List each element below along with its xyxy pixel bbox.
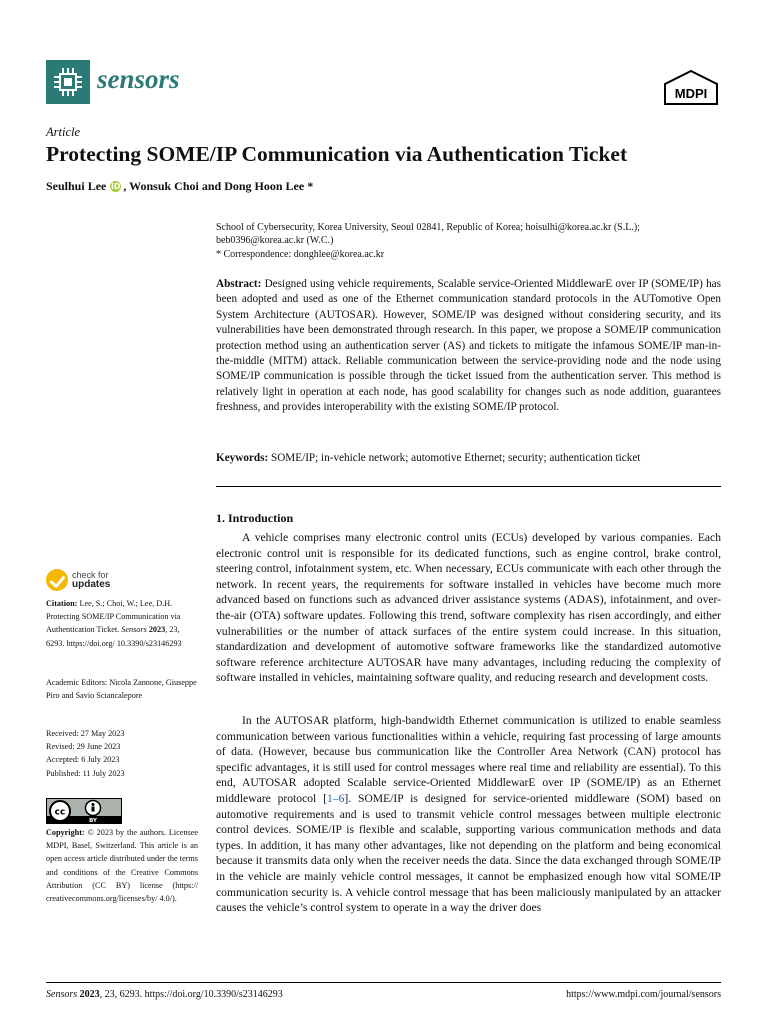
footer-year: 2023 <box>79 989 100 1000</box>
journal-url-link[interactable]: https://www.mdpi.com/journal/sensors <box>566 989 721 1000</box>
footer-doi: , 23, 6293. https://doi.org/10.3390/s23146293 <box>99 989 283 1000</box>
abstract-label: Abstract: <box>216 278 262 290</box>
publisher-name: MDPI <box>674 86 708 101</box>
affiliation-line: beb0396@korea.ac.kr (W.C.) <box>216 235 334 247</box>
paragraph-text: ]. SOME/IP is designed for service-oriented middleware (SOM) based on automotive requirements and is used to transmit vehicle control messages between multiple electronic control devices. SOME/IP is flexible and scalable, supporting various communication methods and data types. In addition, it has many other advantages, like not depending on the platform and being economical because it transmits data only when the receiver needs the data. Since the data exchanged through SOME/IP in the vehicle are mainly vehicle control messages, it cannot be emphasized enough how vital SOME/IP communication security is. A vehicle control message that has been maliciously manipulated by an attacker causes the vehicle’s control system to operate in a way the driver does <box>216 791 721 915</box>
citation-journal: Sensors <box>121 625 147 635</box>
copyright <box>46 826 198 905</box>
chip-icon <box>46 60 90 104</box>
footer-citation <box>46 988 283 1001</box>
copyright-label: Copyright: <box>46 828 85 837</box>
article-type: Article <box>46 125 81 139</box>
section-divider <box>216 486 721 487</box>
citation-doi: , 23, 6293. https://doi.org/ 10.3390/s23146293 <box>46 625 182 648</box>
paragraph: A vehicle comprises many electronic control units (ECUs) developed by various companies. Each electronic control unit is responsible for its dedicated functions, such as engine control, brake control, steering control, infotainment system, etc. When necessary, ECUs communicate with each other through the network. In recent years, the requirements for software installed in vehicles have become much more advanced based on functions such as advanced driver assistance systems (ADAS), infotainment, and over-the-air (OTA) software updates. Following this trend, software complexity has risen accordingly, and either vulnerabilities or the number of attack surfaces of the entire system could increase. In this situation, standardization and development of automotive software frameworks like the standardized automotive software reference architecture AUTOSAR have many advantages, including reducing the complexity of software installed in vehicles, maintaining software quality, and reducing research and development costs. <box>216 531 721 685</box>
checkmark-icon <box>46 569 68 591</box>
affiliation <box>216 221 721 261</box>
paragraph <box>216 713 721 916</box>
check-updates-line2: updates <box>72 579 111 590</box>
dates <box>46 727 198 780</box>
keywords <box>216 451 721 466</box>
citation-year: 2023 <box>148 625 166 635</box>
citation-label: Citation: <box>46 599 78 608</box>
date-published: Published: 11 July 2023 <box>46 768 125 778</box>
keywords-text: SOME/IP; in-vehicle network; automotive Ethernet; security; authentication ticket <box>271 452 641 464</box>
correspondence: * Correspondence: donghlee@korea.ac.kr <box>216 248 385 260</box>
author-first: Seulhui Lee <box>46 179 107 193</box>
cc-by-license-badge[interactable] <box>46 798 122 824</box>
author-list <box>46 178 313 194</box>
abstract-text: Designed using vehicle requirements, Scalable service-Oriented MiddlewarE over IP (SOME/IP) has been adopted and used as one of the Ethernet communication standard protocols in the AUTomotive Open System Architecture (AUTOSAR). However, SOME/IP was designed without considering security, and its vulnerabilities have been demonstrated through research. In this paper, we propose a SOME/IP communication protection method using an authentication server (AS) and tickets to mitigate the infamous SOME/IP man-in-the-middle (MITM) attack. Reliable communication between the service-providing node and the node using SOME/IP communication is possible through the ticket issued from the authentication server. This method is relatively light in operation at each node, has good scalability for changes such as node addition, guarantees freshness, and provides interoperability with the existing SOME/IP protocol. <box>216 278 721 414</box>
reference-link[interactable]: 1–6 <box>326 791 345 805</box>
footer-divider <box>46 982 721 983</box>
abstract <box>216 277 721 416</box>
article-title: Protecting SOME/IP Communication via Authentication Ticket <box>46 142 628 166</box>
check-for-updates-button[interactable] <box>46 569 110 591</box>
citation <box>46 597 198 650</box>
orcid-icon[interactable]: iD <box>111 181 121 191</box>
by-text: BY <box>89 818 97 823</box>
date-accepted: Accepted: 6 July 2023 <box>46 755 120 765</box>
keywords-label: Keywords: <box>216 452 269 464</box>
cc-text: cc <box>54 807 66 818</box>
date-received: Received: 27 May 2023 <box>46 729 125 738</box>
paragraph-text: In the AUTOSAR platform, high-bandwidth Ethernet communication is utilized to enable seamless communication between various functionalities within a vehicle, requiring fast processing of large amounts of data. (However, because bus communication like the Controller Area Network (CAN) protocol has specific advantages, it is still used for control messages where real time and reliability are essential). To this end, AUTOSAR adopted Scalable service-Oriented MiddlewarE over IP (SOME/IP) as an Ethernet middleware protocol [ <box>216 714 721 805</box>
check-updates-line1: check for <box>72 569 109 580</box>
author-rest: , Wonsuk Choi and Dong Hoon Lee * <box>123 179 314 193</box>
journal-name: sensors <box>97 64 180 94</box>
date-revised: Revised: 29 June 2023 <box>46 742 121 752</box>
citation-text: Lee, S.; Choi, W.; Lee, D.H. Protecting SOME/IP Communication via Authentication Ticket. <box>46 599 181 635</box>
section-heading: 1. Introduction <box>216 511 294 525</box>
copyright-text: © 2023 by the authors. Licensee MDPI, Basel, Switzerland. This article is an open access article distributed under the terms and conditions of the Creative Commons Attribution (CC BY) license (https:// creativecommons.org/licenses/by/ 4.0/). <box>46 828 199 904</box>
publisher-logo <box>663 70 719 106</box>
footer-journal: Sensors <box>46 989 78 1000</box>
journal-logo <box>46 60 90 104</box>
affiliation-line: School of Cybersecurity, Korea University, Seoul 02841, Republic of Korea; hoisulhi@korea.ac.kr (S.L.); <box>216 222 640 233</box>
academic-editors: Academic Editors: Nicola Zannone, Giuseppe Piro and Savio Sciancalepore <box>46 678 197 701</box>
